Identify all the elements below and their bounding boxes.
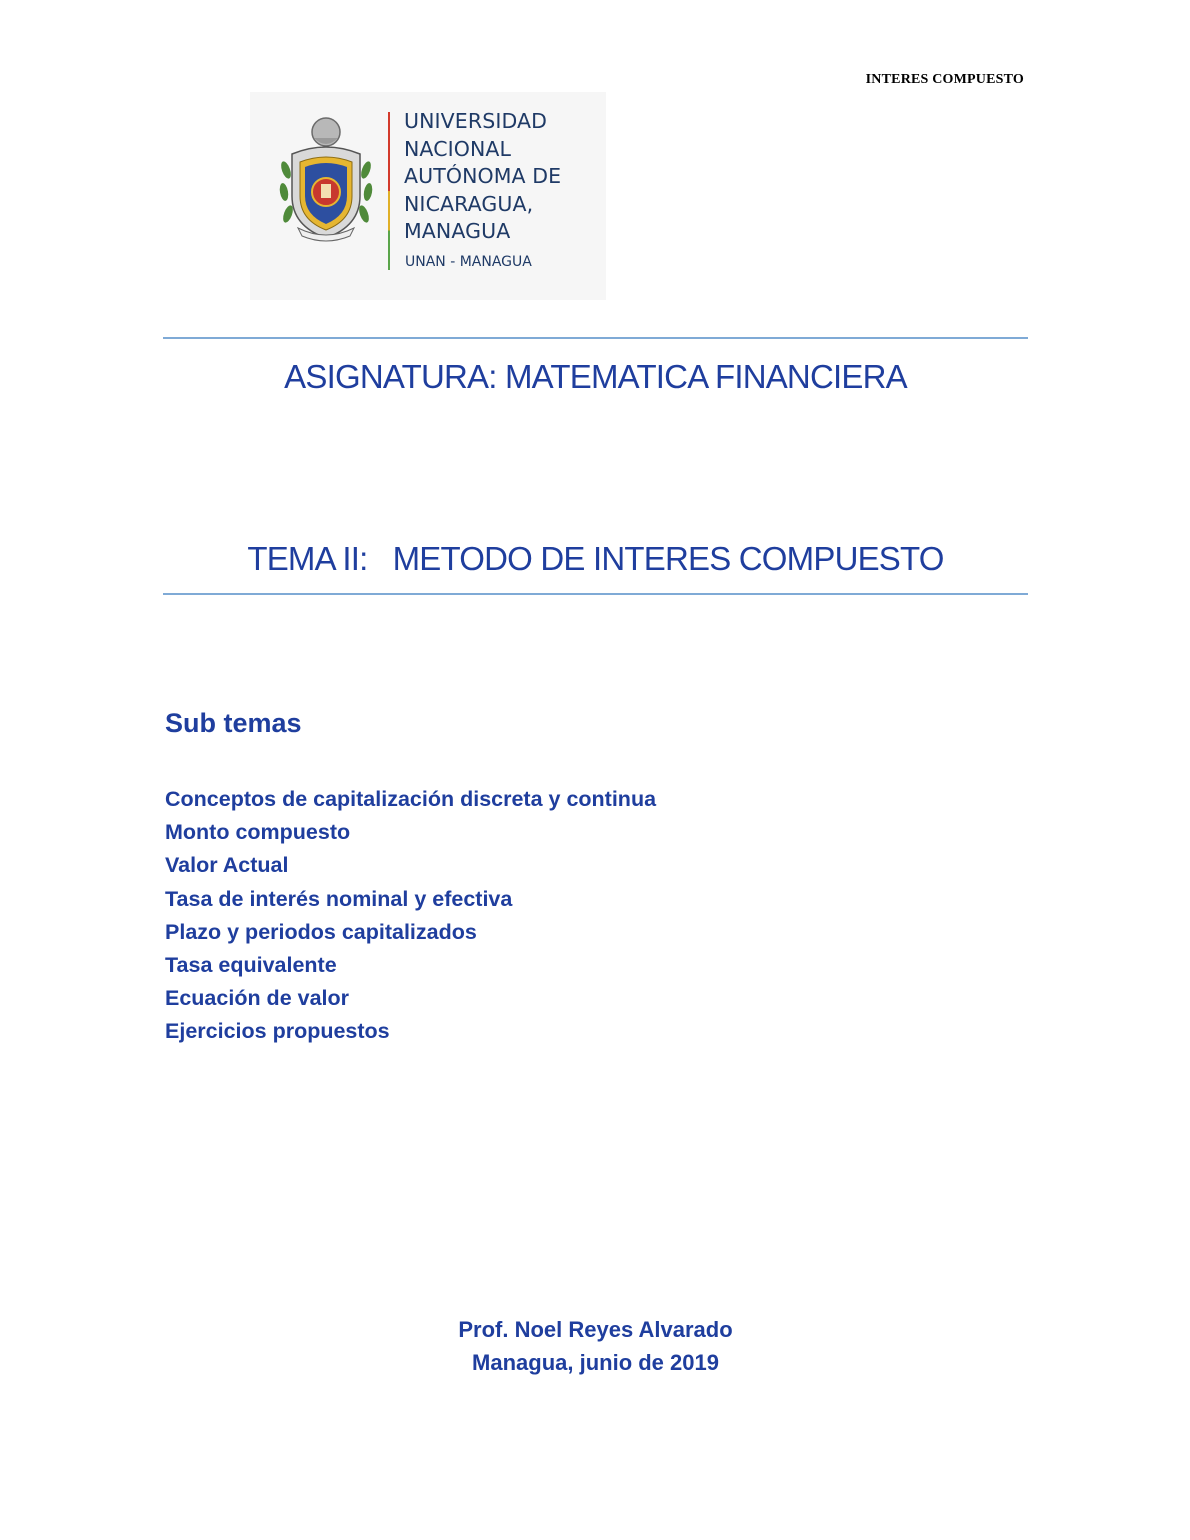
- university-logo: [250, 92, 606, 300]
- logo-line: AUTÓNOMA DE: [404, 164, 562, 188]
- list-item: Tasa de interés nominal y efectiva: [165, 886, 513, 911]
- university-name: [404, 108, 561, 246]
- bottom-rule: [163, 593, 1028, 595]
- list-item: Plazo y periodos capitalizados: [165, 919, 477, 944]
- logo-line: UNIVERSIDAD: [404, 109, 547, 133]
- place-date: Managua, junio de 2019: [472, 1350, 719, 1375]
- author-block: [163, 1313, 1028, 1379]
- list-item: Ecuación de valor: [165, 986, 350, 1011]
- top-rule: [163, 337, 1028, 339]
- author-name: Prof. Noel Reyes Alvarado: [458, 1317, 733, 1342]
- list-item: Ejercicios propuestos: [165, 1019, 390, 1044]
- logo-line: NICARAGUA,: [404, 191, 534, 216]
- running-header: INTERES COMPUESTO: [865, 72, 1024, 87]
- subtopics-heading: Sub temas: [165, 708, 302, 738]
- topic-title: TEMA II: METODO DE INTERES COMPUESTO: [247, 540, 944, 577]
- logo-line: NACIONAL: [404, 136, 512, 161]
- subject-title: ASIGNATURA: MATEMATICA FINANCIERA: [284, 358, 907, 395]
- list-item: Tasa equivalente: [165, 953, 337, 978]
- list-item: Conceptos de capitalización discreta y continua: [165, 787, 657, 811]
- logo-divider: [388, 112, 390, 270]
- logo-line: MANAGUA: [404, 219, 511, 243]
- subtopics-list: [165, 783, 656, 1049]
- university-seal-icon: [276, 110, 376, 244]
- list-item: Monto compuesto: [165, 820, 351, 845]
- university-acronym: UNAN - MANAGUA: [405, 254, 532, 270]
- list-item: Valor Actual: [165, 853, 289, 878]
